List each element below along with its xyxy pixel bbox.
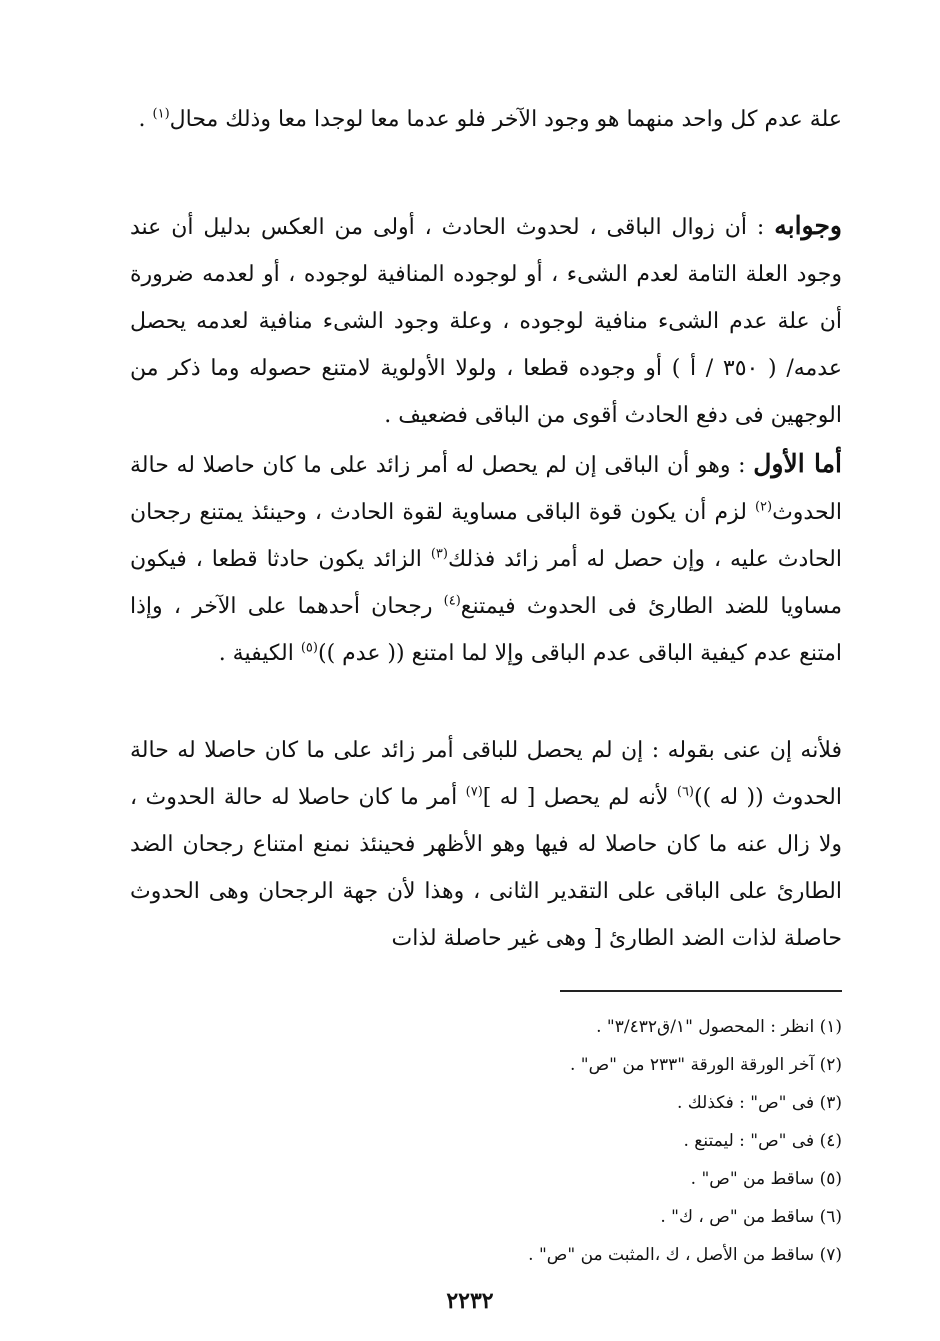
footnote-marker: (٥) [300,640,318,656]
paragraph-text: علة عدم كل واحد منهما هو وجود الآخر فلو عدما معا لوجدا معا وذلك محال [169,107,842,132]
footnote: (٥) ساقط من "ص" . [690,1169,842,1189]
footnote-marker: (٤) [443,593,461,609]
paragraph-1 [130,96,842,143]
paragraph-text: أمر ما كان حاصلا له حالة الحدوث ، ولا زال عنه ما كان حاصلا له فيها وهو الأظهر فحينئذ نمنع امتناع رجحان الضد الطارئ على الباقى على التقدير الثانى ، وهذا لأن جهة الرجحان وهى الحدوث حاصلة لذات الضد الطارئ [ وهى غير حاصلة لذات [130,785,842,951]
paragraph-3 [130,440,842,677]
footnote-marker: (٣) [430,546,448,562]
footnote-marker: (٦) [676,784,694,800]
footnote: (٦) ساقط من "ص ، ك" . [660,1207,842,1227]
footnote: (١) انظر : المحصول "١/ق٣/٤٣٢" . [596,1017,842,1037]
paragraph-text: . [138,107,153,132]
paragraph-text: الكيفية . [218,641,301,666]
footnote-separator [560,990,842,992]
footnote-marker: (٢) [754,499,773,515]
paragraph-4 [130,727,842,962]
paragraph-text: لأنه لم يحصل [ له ] [482,785,677,810]
page-number: ٢٢٣٢ [446,1288,494,1314]
paragraph-text: فلأنه إن عنى بقوله : إن لم يحصل للباقى أمر زائد على ما كان حاصلا له حالة الحدوث (( له )) [130,738,842,810]
paragraph-lead: أما الأول [753,449,842,478]
footnote: (٣) فى "ص" : فكذلك . [677,1093,842,1113]
paragraph-text: : أن زوال الباقى ، لحدوث الحادث ، أولى من العكس بدليل أن عند وجود العلة التامة لعدم الشىء ، أو لوجوده المنافية لوجوده ، أو لعدمه ضرورة أن علة عدم الشىء منافية لوجوده ، وعلة وجود الشىء منافية لعدمه يحصل عدمه/ ( ٣٥٠ / أ ) أو وجوده قطعا ، ولولا الأولوية لامتنع حصوله وما ذكر من الوجهين فى دفع الحادث أقوى من الباقى فضعيف . [130,215,842,428]
footnotes [320,1008,842,1274]
footnote: (٢) آخر الورقة الورقة "٢٣٣ من "ص" . [570,1055,842,1075]
footnote-marker: (١) [152,106,170,122]
paragraph-text: : وهو أن الباقى إن لم يحصل له أمر زائد على ما كان حاصلا له حالة الحدوث [130,453,842,525]
footnote: (٤) فى "ص" : ليمتنع . [683,1131,842,1151]
footnote-marker: (٧) [465,784,483,800]
paragraph-lead: وجوابه [774,211,842,240]
paragraph-2 [130,202,842,439]
paragraph-text: الزائد يكون حادثا قطعا ، فيكون مساويا للضد الطارئ فى الحدوث فيمتنع [130,547,842,619]
paragraph-text: لزم أن يكون قوة الباقى مساوية لقوة الحادث ، وحينئذ يمتنع رجحان الحادث عليه ، وإن حصل له أمر زائد فذلك [130,500,842,572]
footnote: (٧) ساقط من الأصل ، ك ،المثبت من "ص" . [528,1245,842,1265]
paragraph-text: رجحان أحدهما على الآخر ، وإذا امتنع عدم كيفية الباقى عدم الباقى وإلا لما امتنع (( عدم )) [130,594,842,666]
